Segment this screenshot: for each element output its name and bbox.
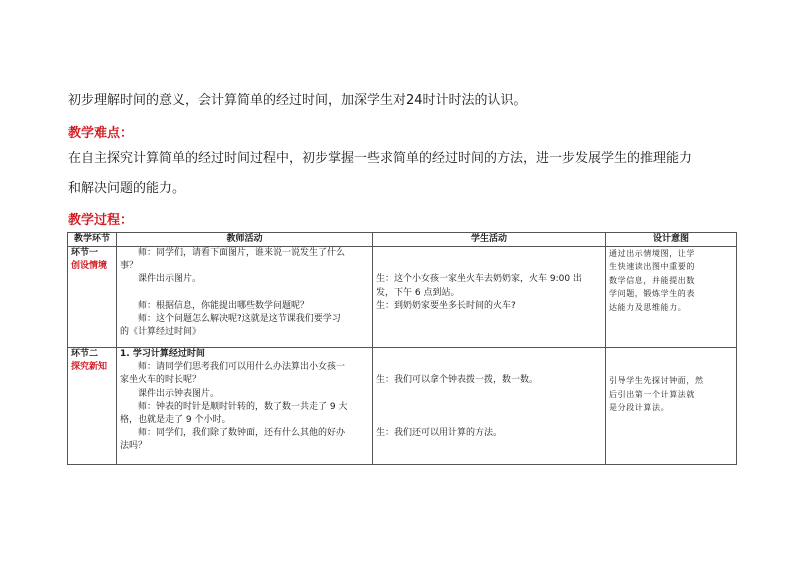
student-line — [376, 401, 602, 414]
lesson-table — [67, 232, 737, 465]
teacher-cell — [117, 247, 373, 348]
student-line — [376, 414, 602, 427]
teacher-line: 师：这个问题怎么解决呢?这就是这节课我们要学习 — [138, 314, 341, 324]
stage-number: 环节二 — [71, 349, 99, 359]
design-line: 引导学生先探讨钟面，然 — [609, 376, 704, 386]
objective-text: 初步理解时间的意义，会计算简单的经过时间，加深学生对24时计时法的认识。 — [68, 93, 527, 108]
teacher-line: 师：根据信息，你能提出哪些数学问题呢？ — [138, 300, 310, 311]
student-line: 生：这个小女孩一家坐火车去奶奶家，火车 9:00 出 — [376, 274, 582, 285]
header-design: 设计意图 — [606, 233, 737, 247]
teacher-cell — [117, 348, 373, 465]
teacher-line: 课件出示钟表图片。 — [138, 388, 220, 399]
design-line: 学问题，锻炼学生的表 — [609, 289, 695, 299]
teacher-line: 格，也就是走了 9 个小时。 — [120, 415, 231, 426]
difficulty-heading: 教学难点： — [68, 126, 134, 141]
header-student: 学生活动 — [373, 233, 606, 247]
teacher-line: 课件出示图片。 — [138, 274, 202, 285]
student-line — [376, 361, 602, 374]
student-cell — [373, 247, 606, 348]
student-line: 发，下午 6 点到站。 — [376, 287, 460, 298]
table-row — [68, 348, 737, 465]
design-line — [609, 361, 733, 374]
student-line — [376, 348, 602, 361]
teacher-line: 师：同学们，我们除了数钟面，还有什么其他的好办 — [138, 428, 346, 439]
design-cell — [606, 247, 737, 348]
teacher-line: 1. 学习计算经过时间 — [120, 349, 205, 359]
design-line: 是分段计算法。 — [609, 403, 670, 413]
difficulty-line-1: 在自主探究计算简单的经过时间过程中，初步掌握一些求简单的经过时间的方法，进一步发展学生的推理能力 — [68, 151, 693, 166]
stage-number: 环节一 — [71, 248, 99, 258]
process-heading: 教学过程： — [68, 213, 134, 228]
student-line — [376, 260, 602, 273]
design-line: 达能力及思维能力。 — [609, 302, 687, 312]
header-stage: 教学环节 — [68, 233, 117, 247]
header-teacher: 教师活动 — [117, 233, 373, 247]
student-line — [376, 247, 602, 260]
teacher-line — [120, 287, 369, 300]
student-cell — [373, 348, 606, 465]
design-line: 后引出第一个计算法就 — [609, 389, 695, 399]
design-line — [609, 348, 733, 361]
teacher-line: 师：钟表的时针是顺时针转的，数了数一共走了 9 大 — [138, 401, 348, 412]
stage-name: 探究新知 — [71, 362, 108, 373]
teacher-line: 师：同学们，请看下面图片，谁来说一说发生了什么 — [138, 248, 346, 258]
design-line: 数学信息，并能提出数 — [609, 275, 695, 285]
difficulty-line-2: 和解决问题的能力。 — [68, 181, 186, 196]
student-line: 生：到奶奶家要坐多长时间的火车? — [376, 300, 516, 311]
design-line: 生快速读出图中重要的 — [609, 262, 695, 272]
teacher-line: 师：请同学们思考我们可以用什么办法算出小女孩一 — [138, 362, 346, 373]
student-line: 生：我们可以拿个钟表拨一拨，数一数。 — [376, 375, 539, 386]
table-row — [68, 247, 737, 348]
student-line — [376, 388, 602, 401]
student-line: 生：我们还可以用计算的方法。 — [376, 428, 503, 439]
teacher-line: 家坐火车的时长呢？ — [120, 375, 202, 386]
teacher-line: 事？ — [120, 261, 139, 272]
teacher-line: 的《计算经过时间》 — [120, 327, 202, 338]
design-line: 通过出示情境图，让学 — [609, 249, 695, 258]
stage-cell — [68, 348, 117, 465]
table-header-row — [68, 233, 737, 247]
stage-cell — [68, 247, 117, 348]
stage-name: 创设情境 — [71, 261, 108, 272]
design-cell — [606, 348, 737, 465]
teacher-line: 法吗？ — [120, 441, 148, 452]
